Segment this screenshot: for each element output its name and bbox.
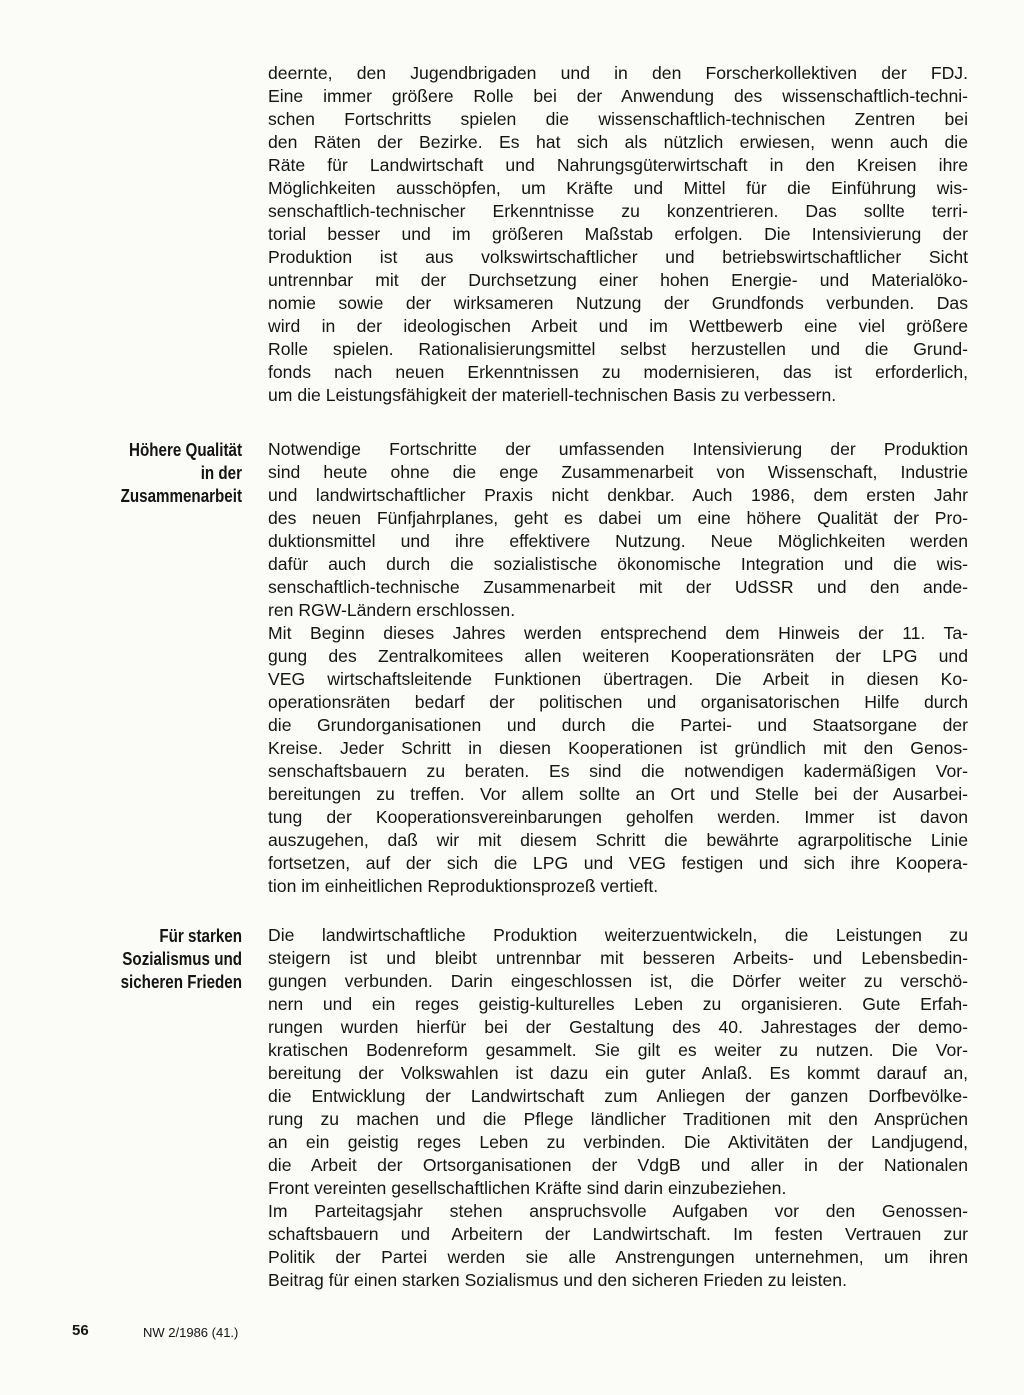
text-line: wird in der ideologischen Arbeit und im Wettbewerb eine viel größere — [268, 316, 968, 336]
text-line: die Arbeit der Ortsorganisationen der VdgB und aller in der Nationalen — [268, 1155, 968, 1175]
text-line: des neuen Fünfjahrplanes, geht es dabei um eine höhere Qualität der Pro- — [268, 508, 968, 528]
text-line: senschaftlich-technischer Erkenntnisse zu konzentrieren. Das sollte terri- — [268, 201, 968, 221]
text-line: untrennbar mit der Durchsetzung einer hohen Energie- und Materialöko- — [268, 270, 968, 290]
side-heading-line: Höhere Qualität — [129, 439, 242, 460]
text-line: Kreise. Jeder Schritt in diesen Kooperationen ist gründlich mit den Genos- — [268, 738, 968, 758]
text-line: deernte, den Jugendbrigaden und in den Forscherkollektiven der FDJ. — [268, 63, 968, 83]
text-line: nomie sowie der wirksameren Nutzung der Grundfonds verbunden. Das — [268, 293, 968, 313]
text-line: Eine immer größere Rolle bei der Anwendung des wissenschaftlich-techni- — [268, 86, 968, 106]
text-line: ren RGW-Ländern erschlossen. — [268, 600, 516, 620]
side-heading-line: sicheren Frieden — [120, 971, 242, 992]
text-line: kratischen Bodenreform gesammelt. Sie gilt es weiter zu nutzen. Die Vor- — [268, 1040, 968, 1060]
text-line: rungen wurden hierfür bei der Gestaltung des 40. Jahrestages der demo- — [268, 1017, 968, 1037]
text-line: Front vereinten gesellschaftlichen Kräfte sind darin einzubeziehen. — [268, 1178, 787, 1198]
text-line: Beitrag für einen starken Sozialismus und den sicheren Frieden zu leisten. — [268, 1270, 847, 1290]
text-line: Mit Beginn dieses Jahres werden entsprechend dem Hinweis der 11. Ta- — [268, 623, 968, 643]
text-line: senschaftlich-technische Zusammenarbeit mit der UdSSR und den ande- — [268, 577, 968, 597]
text-line: den Räten der Bezirke. Es hat sich als nützlich erwiesen, wenn auch die — [268, 132, 968, 152]
text-line: tion im einheitlichen Reproduktionsprozeß vertieft. — [268, 876, 659, 896]
text-line: duktionsmittel und ihre effektivere Nutzung. Neue Möglichkeiten werden — [268, 531, 968, 551]
side-heading-line: Sozialismus und — [122, 948, 242, 969]
page-number: 56 — [72, 1322, 89, 1339]
side-heading-line: in der — [200, 462, 242, 483]
journal-reference: NW 2/1986 (41.) — [143, 1325, 239, 1340]
text-line: torial besser und im größeren Maßstab erfolgen. Die Intensivierung der — [268, 224, 968, 244]
text-line: bereitungen zu treffen. Vor allem sollte an Ort und Stelle bei der Ausarbei- — [268, 784, 968, 804]
text-line: Möglichkeiten ausschöpfen, um Kräfte und Mittel für die Einführung wis- — [268, 178, 968, 198]
text-line: steigern ist und bleibt untrennbar mit besseren Arbeits- und Lebensbedin- — [268, 948, 968, 968]
side-heading-line: Zusammenarbeit — [120, 485, 242, 506]
text-line: die Entwicklung der Landwirtschaft zum Anliegen der ganzen Dorfbevölke- — [268, 1086, 968, 1106]
text-line: fonds nach neuen Erkenntnissen zu modernisieren, das ist erforderlich, — [268, 362, 968, 382]
text-line: schen Fortschritts spielen die wissenschaftlich-technischen Zentren bei — [268, 109, 968, 129]
text-line: Politik der Partei werden sie alle Anstrengungen unternehmen, um ihren — [268, 1247, 968, 1267]
text-line: sind heute ohne die enge Zusammenarbeit von Wissenschaft, Industrie — [268, 462, 968, 482]
text-line: Produktion ist aus volkswirtschaftlicher und betriebswirtschaftlicher Sicht — [268, 247, 968, 267]
text-line: operationsräten bedarf der politischen und organisatorischen Hilfe durch — [268, 692, 968, 712]
text-line: Notwendige Fortschritte der umfassenden Intensivierung der Produktion — [268, 439, 968, 459]
text-line: VEG wirtschaftsleitende Funktionen übertragen. Die Arbeit in diesen Ko- — [268, 669, 968, 689]
text-line: fortsetzen, auf der sich die LPG und VEG festigen und sich ihre Koopera- — [268, 853, 968, 873]
text-line: senschaftsbauern zu beraten. Es sind die notwendigen kadermäßigen Vor- — [268, 761, 968, 781]
text-line: Rolle spielen. Rationalisierungsmittel selbst herzustellen und die Grund- — [268, 339, 968, 359]
text-line: Die landwirtschaftliche Produktion weiterzuentwickeln, die Leistungen zu — [268, 925, 968, 945]
side-heading-line: Für starken — [159, 925, 242, 946]
text-line: Im Parteitagsjahr stehen anspruchsvolle Aufgaben vor den Genossen- — [268, 1201, 968, 1221]
text-line: nern und ein reges geistig-kulturelles Leben zu organisieren. Gute Erfah- — [268, 994, 968, 1014]
text-line: rung zu machen und die Pflege ländlicher Traditionen mit den Ansprüchen — [268, 1109, 968, 1129]
text-line: tung der Kooperationsvereinbarungen geholfen werden. Immer ist davon — [268, 807, 968, 827]
text-line: schaftsbauern und Arbeitern der Landwirtschaft. Im festen Vertrauen zur — [268, 1224, 968, 1244]
text-line: und landwirtschaftlicher Praxis nicht denkbar. Auch 1986, dem ersten Jahr — [268, 485, 968, 505]
text-line: um die Leistungsfähigkeit der materiell-technischen Basis zu verbessern. — [268, 385, 837, 405]
text-line: gung des Zentralkomitees allen weiteren Kooperationsräten der LPG und — [268, 646, 968, 666]
text-line: an ein geistig reges Leben zu verbinden. Die Aktivitäten der Landjugend, — [268, 1132, 968, 1152]
text-line: auszugehen, daß wir mit diesem Schritt die bewährte agrarpolitische Linie — [268, 830, 968, 850]
text-line: Räte für Landwirtschaft und Nahrungsgüterwirtschaft in den Kreisen ihre — [268, 155, 968, 175]
text-line: die Grundorganisationen und durch die Partei- und Staatsorgane der — [268, 715, 968, 735]
text-line: dafür auch durch die sozialistische ökonomische Integration und die wis- — [268, 554, 968, 574]
text-line: gungen verbunden. Darin eingeschlossen ist, die Dörfer weiter zu verschö- — [268, 971, 968, 991]
text-line: bereitung der Volkswahlen ist dazu ein guter Anlaß. Es kommt darauf an, — [268, 1063, 968, 1083]
